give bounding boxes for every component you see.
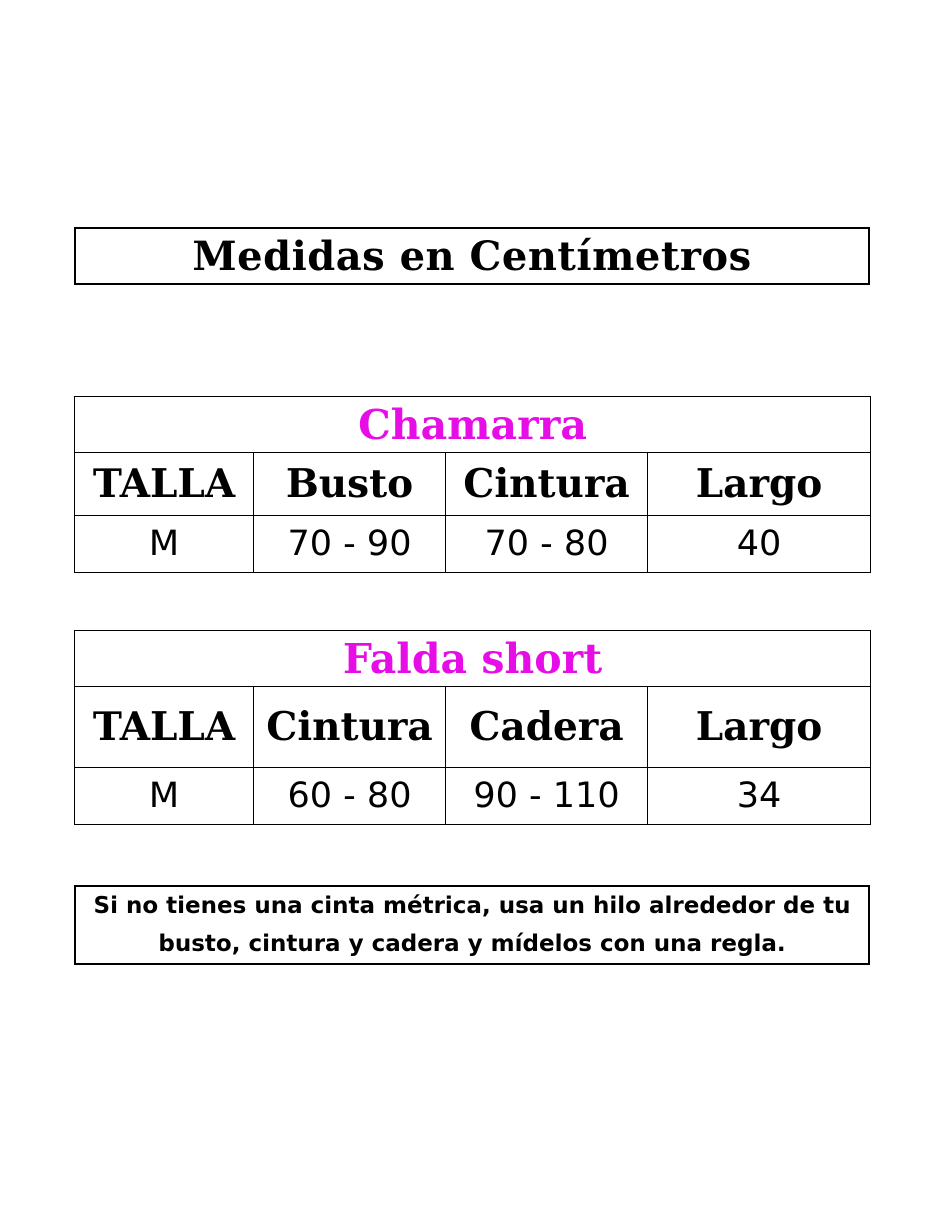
cell-largo: 34 — [648, 768, 871, 825]
cell-talla: M — [75, 768, 254, 825]
falda-caption: Falda short — [75, 631, 871, 687]
title-box — [74, 227, 870, 285]
note-line-2: busto, cintura y cadera y mídelos con una regla. — [158, 931, 786, 957]
header-busto: Busto — [254, 453, 446, 516]
header-largo: Largo — [648, 687, 871, 768]
cell-cintura: 60 - 80 — [254, 768, 446, 825]
measuring-note — [94, 887, 851, 963]
header-talla: TALLA — [75, 453, 254, 516]
table-header-row — [75, 687, 871, 768]
table-caption-row — [75, 631, 871, 687]
header-cadera: Cadera — [446, 687, 648, 768]
cell-largo: 40 — [648, 516, 871, 573]
page-title: Medidas en Centímetros — [192, 232, 752, 280]
cell-talla: M — [75, 516, 254, 573]
table-row — [75, 768, 871, 825]
note-box — [74, 885, 870, 965]
cell-cintura: 70 - 80 — [446, 516, 648, 573]
table-caption-row — [75, 397, 871, 453]
table-header-row — [75, 453, 871, 516]
chamarra-caption: Chamarra — [75, 397, 871, 453]
table-row — [75, 516, 871, 573]
note-line-1: Si no tienes una cinta métrica, usa un hilo alrededor de tu — [93, 893, 851, 919]
header-cintura: Cintura — [446, 453, 648, 516]
falda-size-table — [74, 630, 871, 825]
cell-busto: 70 - 90 — [254, 516, 446, 573]
header-largo: Largo — [648, 453, 871, 516]
header-cintura: Cintura — [254, 687, 446, 768]
cell-cadera: 90 - 110 — [446, 768, 648, 825]
chamarra-size-table — [74, 396, 871, 573]
header-talla: TALLA — [75, 687, 254, 768]
